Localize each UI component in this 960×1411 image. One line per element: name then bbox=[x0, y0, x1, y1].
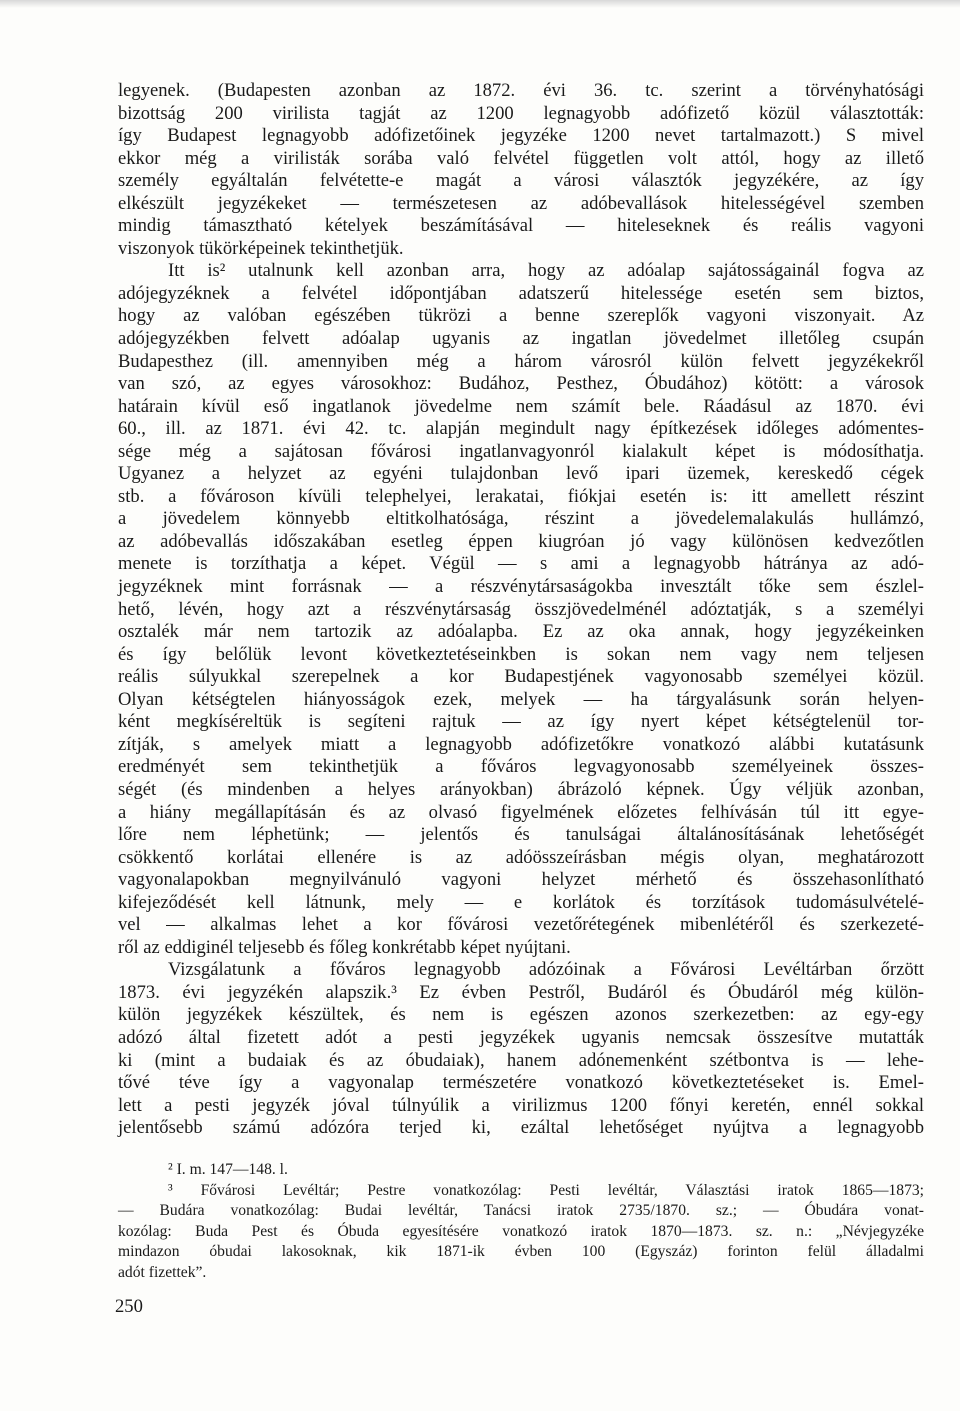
body-line: külön jegyzékek készültek, és nem is egészen azonos szerkezetben: az egy-egy bbox=[118, 1004, 924, 1026]
body-line: hető, lévén, hogy azt a részvénytársaság összjövedelménél adóztatják, s a személyi bbox=[118, 598, 924, 620]
body-line: személy egyáltalán felvétette-e magát a városi választók jegyzékére, az így bbox=[118, 170, 924, 192]
body-line: adójegyzékben felvett adóalap ugyanis az ingatlan jövedelmet illetőleg csupán bbox=[118, 328, 924, 350]
body-line: zítják, s amelyek miatt a legnagyobb adófizetőkre vonatkozó alábbi kutatásunk bbox=[118, 733, 924, 755]
footnote-line: adót fizettek”. bbox=[118, 1263, 207, 1281]
body-line: ki (mint a budaiak és az óbudaiak), hanem adónemenként szétbontva is — lehe- bbox=[118, 1049, 924, 1071]
body-line: ként megkíséreltük is segíteni rajtuk — az így nyert képet kétségtelenül tor- bbox=[118, 711, 924, 733]
body-line: sége még a sajátosan fővárosi ingatlanvagyonról kialakult képet is módosíthatja. bbox=[118, 440, 924, 462]
footnote-line: ² I. m. 147—148. l. bbox=[168, 1161, 288, 1178]
body-line: reális súlyukkal szerepelnek a kor Budapestjének vagyonosabb személyei közül. bbox=[118, 666, 924, 688]
footnote-line: ³ Fővárosi Levéltár; Pestre vonatkozólag: Pesti levéltár, Választási iratok 1865—1873; bbox=[168, 1181, 924, 1199]
body-line: adójegyzéknek a felvétel időpontjában adatszerű hitelessége esetén sem biztos, bbox=[118, 282, 924, 304]
body-line: ekkor még a virilisták sorába való felvétel független volt attól, hogy az illető bbox=[118, 147, 924, 169]
body-line: hogy az valóban egészében tükrözi a benne szereplők vagyoni viszonyait. Az bbox=[118, 305, 924, 327]
body-line: van szó, az egyes városokhoz: Budához, Pesthez, Óbudához) kötött: a városok bbox=[118, 373, 924, 395]
body-line: Vizsgálatunk a főváros legnagyobb adózóinak a Fővárosi Levéltárban őrzött bbox=[168, 959, 924, 981]
body-line: az adóbevallás időszakában esetleg éppen kiugróan jó vagy különösen kedvezőtlen bbox=[118, 530, 924, 552]
body-line: eredményét sem tekinthetjük a főváros legvagyonosabb személyeinek összes- bbox=[118, 756, 924, 778]
body-line: a hiány megállapításán és az olvasó figyelmének előzetes felhívásán túl itt egye- bbox=[118, 801, 924, 823]
footnote-line: kozólag: Buda Pest és Óbuda egyesítésére vonatkozó iratok 1870—1873. sz. n.: „Névjegyzéke bbox=[118, 1222, 924, 1240]
body-line: mindig támasztható kételyek beszámításával — hiteleseknek és reális vagyoni bbox=[118, 215, 924, 237]
body-line: osztalék már nem tartozik az adóalapba. Ez az oka annak, hogy jegyzékeinken bbox=[118, 621, 924, 643]
body-line: Olyan kétségtelen hiányosságok ezek, melyek — ha tárgyalásunk során helyen- bbox=[118, 688, 924, 710]
body-line: csökkentő korlátai ellenére is az adóösszeírásban mégis olyan, meghatározott bbox=[118, 846, 924, 868]
body-line: vagyonalapokban megnyilvánuló vagyoni helyzet mérhető és összehasonlítható bbox=[118, 869, 924, 891]
body-line: Ugyanez a helyzet az egyéni tulajdonban levő ipari üzemek, kereskedő cégek bbox=[118, 463, 924, 485]
body-line: kifejeződését kell látnunk, mely — e korlátok és torzítások tudomásulvételé- bbox=[118, 891, 924, 913]
footnote-line: — Budára vonatkozólag: Budai levéltár, Tanácsi iratok 2735/1870. sz.; — Óbudára vonat- bbox=[118, 1202, 924, 1220]
body-line: elkészült jegyzékeket — természetesen az adóbevallások hitelességével szemben bbox=[118, 192, 924, 214]
body-line: így Budapest legnagyobb adófizetőinek jegyzéke 1200 nevet tartalmazott.) S mivel bbox=[118, 125, 924, 147]
body-line: határain kívül eső ingatlanok jövedelme nem számít bele. Ráadásul az 1870. évi bbox=[118, 395, 924, 417]
body-line: a jövedelem könnyebb eltitkolhatósága, részint a jövedelemalakulás hullámzó, bbox=[118, 508, 924, 530]
body-line: lett a pesti jegyzék jóval túlnyúlik a virilizmus 1200 főnyi keretén, ennél sokkal bbox=[118, 1094, 924, 1116]
body-line: bizottság 200 virilista tagját az 1200 legnagyobb adófizető közül választották: bbox=[118, 102, 924, 124]
body-line: ségét (és mindenben a helyes arányokban) ábrázoló képnek. Úgy véljük azonban, bbox=[118, 778, 924, 800]
body-line: jelentősebb számú adózóra terjed ki, ezáltal lehetőséget nyújtva a legnagyobb bbox=[118, 1117, 924, 1139]
body-line: legyenek. (Budapesten azonban az 1872. évi 36. tc. szerint a törvényhatósági bbox=[118, 80, 924, 101]
scan-edge-shadow bbox=[0, 0, 960, 8]
body-text bbox=[118, 80, 924, 1140]
body-line: Itt is² utalnunk kell azonban arra, hogy az adóalap sajátosságainál fogva az bbox=[168, 260, 924, 282]
footnote-line: mindazon óbudai lakosoknak, kik 1871-ik évben 100 (Egyszáz) forinton felül álladalmi bbox=[118, 1243, 924, 1261]
body-line: menete is torzíthatja a képet. Végül — s ami a legnagyobb hátránya az adó- bbox=[118, 553, 924, 575]
body-line: adózó által fizetett adót a pesti jegyzékek ugyanis nemcsak összesítve mutatták bbox=[118, 1026, 924, 1048]
body-line: 1873. évi jegyzékén alapszik.³ Ez évben Pestről, Budáról és Óbudáról még külön- bbox=[118, 981, 924, 1003]
body-line: tővé téve így a vagyonalap természetére vonatkozó következtetéseket is. Emel- bbox=[118, 1072, 924, 1094]
body-line: viszonyok tükörképeinek tekinthetjük. bbox=[118, 237, 404, 259]
body-line: lőre nem léphetünk; — jelentős és tanulságai általánosításának lehetőségét bbox=[118, 824, 924, 846]
body-line: vel — alkalmas lehet a kor fővárosi vezetőrétegének mibenlétéről és szerkezeté- bbox=[118, 914, 924, 936]
page-number: 250 bbox=[115, 1296, 143, 1317]
body-line: 60., ill. az 1871. évi 42. tc. alapján megindult nagy építkezések időleges adómentes- bbox=[118, 418, 924, 440]
body-line: Budapesthez (ill. amennyiben még a három városról külön felvett jegyzékekről bbox=[118, 350, 924, 372]
body-line: és így belőlük levont következtetéseinkben is sokan nem vagy nem teljesen bbox=[118, 643, 924, 665]
body-line: jegyzéknek mint forrásnak — a részvénytársaságokba invesztált tőke sem észlel- bbox=[118, 576, 924, 598]
body-line: ről az eddiginél teljesebb és főleg konkrétabb képet nyújtani. bbox=[118, 936, 571, 958]
footnotes bbox=[118, 1160, 924, 1284]
body-line: stb. a fővároson kívüli telephelyei, lerakatai, fiókjai esetén is: itt amellett részint bbox=[118, 485, 924, 507]
